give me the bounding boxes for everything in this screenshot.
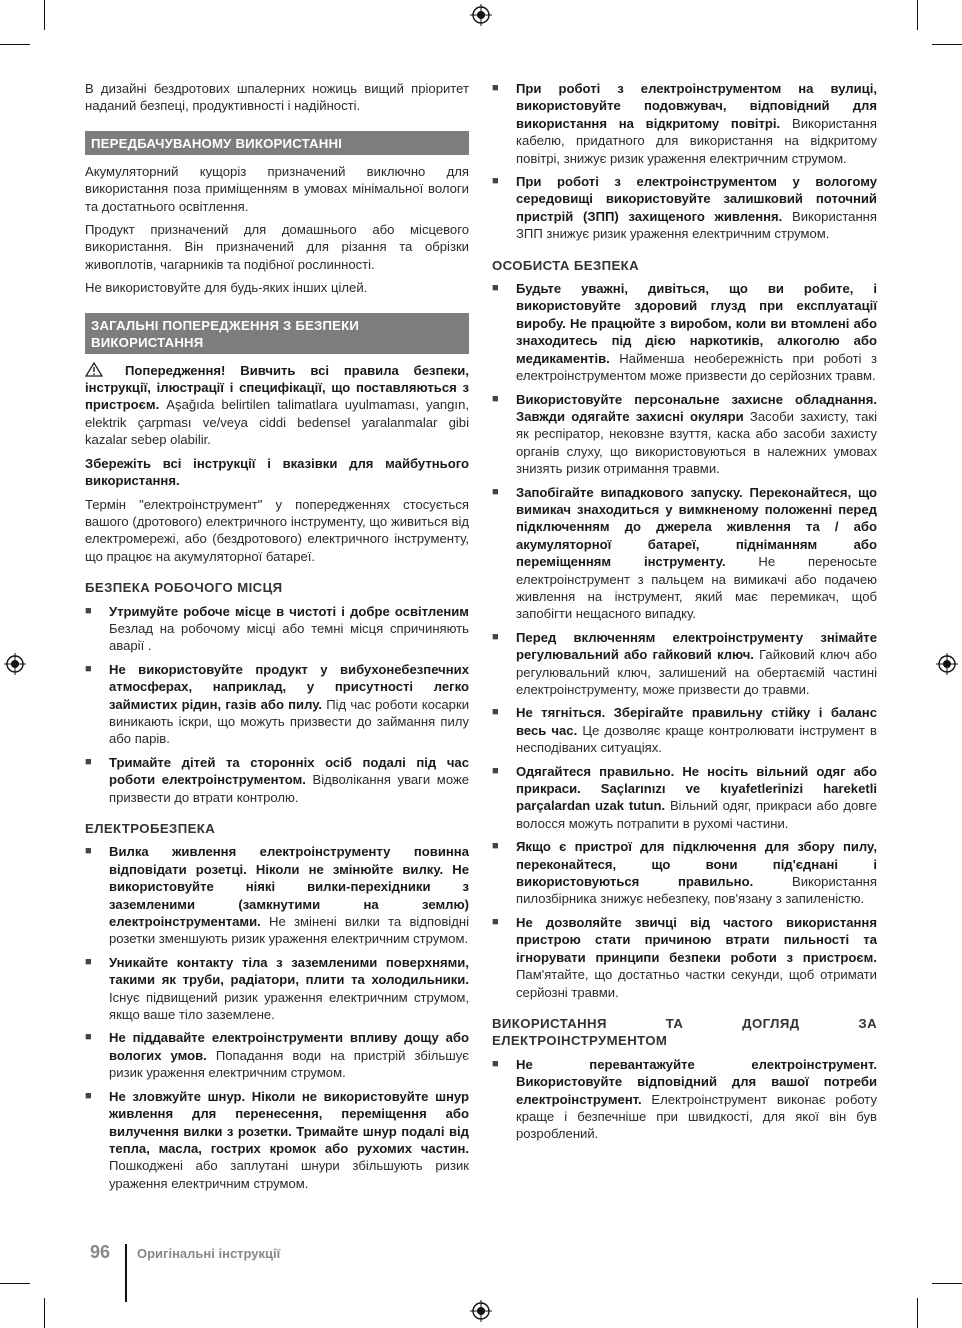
crop-mark (917, 0, 918, 30)
list-item-bold: Якщо є пристрої для підключення для збору пилу, переконайтеся, що вони під'єднані і використовуються правильно. (516, 839, 877, 890)
paragraph: Акумуляторний кущоріз призначений виключно для використання поза приміщенням в умовах мінімальної вологи та достатнього освітлення. (85, 163, 469, 214)
list-item (492, 704, 877, 756)
warning-text: Aşağıda belirtilen talimatlara uyulmaması, yangın, elektrik çarpması ve/veya ciddi bedensel yaralanmalar gibi kazalar sebep olabilir. (85, 397, 469, 448)
keep-instructions-paragraph (85, 455, 469, 490)
list-item-bold: Не використовуйте продукт у вибухонебезпечних атмосферах, наприклад, у присутності легко займистих рідин, газів або пилу. (109, 661, 469, 712)
list-item-text: Відволікання уваги може призвести до втрати контролю. (109, 772, 469, 805)
list-item-text: Не переносьте електроінструмент з пальцем на вимикачі або подачею живлення на інструмент, який має перемикач, щоб запобігти нещасного випадку. (516, 554, 877, 622)
outdoor-list (492, 80, 877, 243)
footer-divider (125, 1244, 127, 1302)
section-heading-general-warnings: ЗАГАЛЬНІ ПОПЕРЕДЖЕННЯ З БЕЗПЕКИ ВИКОРИСТАННЯ (85, 313, 469, 354)
registration-mark-icon (936, 653, 958, 675)
list-item-bold: Не зловжуйте шнур. Ніколи не використовуйте шнур живлення для перенесення, переміщення або вилучення вилки з розетки. Тримайте шнур подалі від тепла, масла, гострих кромок або рухомих частин. (109, 1088, 469, 1156)
list-item (85, 603, 469, 655)
list-item (492, 80, 877, 167)
electrical-list (85, 843, 469, 1192)
list-item-text: Засоби захисту, такі як респіратор, нековзне взуття, каска або засоби захисту органів слуху, що використовуються в належних умовах знизять ризик отримання травми. (516, 408, 877, 477)
warning-bold-text: Попередження! Вивчить всі правила безпеки, інструкції, ілюстрації і специфікації, що поставляються з пристроєм. (85, 362, 469, 413)
list-item-text: Існує підвищений ризик ураження електричним струмом, якщо ваше тіло заземлене. (109, 989, 469, 1023)
crop-mark (44, 0, 45, 30)
subheading-electrical-safety: ЕЛЕКТРОБЕЗПЕКА (85, 821, 216, 836)
list-item-bold: Уникайте контакту тіла з заземленими поверхнями, такими як труби, радіатори, плити та холодильники. (109, 954, 469, 988)
page-number: 96 (90, 1242, 111, 1262)
registration-mark-icon (470, 1300, 492, 1322)
crop-mark (0, 1283, 30, 1284)
personal-list (492, 280, 877, 1001)
list-item-bold: При роботі з електроінструментом у вологому середовищі використовуйте залишковий поточний пристрій (ЗПП) захищеного живлення. (516, 174, 877, 224)
list-item-text: Попадання води на пристрій збільшує ризик ураження електричним струмом. (109, 1047, 469, 1081)
list-item-text: Гайковий ключ або регулювальний ключ, залишений на обертаємій частині електроінструменту, може призвести до травми. (516, 647, 877, 697)
list-item-bold: Використовуйте персональне захисне обладнання. Завжди одягайте захисні окуляри (516, 391, 877, 424)
list-item-text: Пошкоджені або заплутані шнури збільшують ризик ураження електричним струмом. (109, 1158, 469, 1191)
crop-mark (932, 44, 962, 45)
subheading-personal-safety: ОСОБИСТА БЕЗПЕКА (492, 257, 640, 273)
registration-mark-icon (4, 653, 26, 675)
list-item (85, 661, 469, 748)
list-item (85, 954, 469, 1024)
list-item (492, 914, 877, 1001)
list-item-bold: Одягайтеся правильно. Не носіть вільний одяг або прикраси. Saçlarınızı ve kıyafetlerinizi hareketli parçalardan uzak tutun. (516, 763, 877, 814)
section-heading-intended-use: ПЕРЕДБАЧУВАНОМУ ВИКОРИСТАННІ (85, 131, 469, 155)
list-item-text: Використання кабелю, придатного для використання на відкритому повітрі, знижує ризик ураження електричним струмом. (516, 115, 878, 166)
list-item (492, 1056, 877, 1143)
list-item-text: Безлад на робочому місці або темні місця спричиняють аварії . (109, 620, 469, 654)
list-item (492, 484, 877, 623)
footer-label: Оригінальні інструкції (137, 1246, 281, 1261)
care-list (492, 1056, 877, 1143)
list-item-text: Використання пилозбірника знижує небезпеку, пов'язану з запиленістю. (516, 874, 877, 907)
list-item-text: Електроінструмент виконає роботу краще і безпечніше при швидкості, для якої він був розроблений. (516, 1091, 877, 1142)
list-item-bold: Вилка живлення електроінструменту повинна відповідати розетці. Ніколи не змінюйте вилку. Не використовуйте ніякі вилки-перехідники з заземленими (замкнутими на землю) електроінструментами. (109, 844, 469, 930)
list-item-bold: Утримуйте робоче місце в чистоті і добре освітленим (109, 603, 469, 619)
left-column (85, 80, 469, 1198)
list-item-text: Використання ЗПП знижує ризик ураження електричним струмом. (516, 208, 877, 242)
registration-mark-icon (470, 4, 492, 26)
list-item-text: Під час роботи косарки виникають іскри, що можуть призвести до займання пилу або парів. (109, 696, 470, 747)
list-item-bold: Будьте уважні, дивіться, що ви робите, і використовуйте здоровий глузд при експлуатації виробу. Не працюйте з виробом, коли ви втомлені або знаходитесь під дією наркотиків, алкоголю або медикаментів. (516, 281, 877, 366)
term-paragraph: Термін "електроінструмент" у попередженнях стосується вашого (дротового) електричного інструменту, що живиться від електромережі, або (бездротового) електричного інструменту, що працює на акумуляторної батареї. (85, 496, 469, 564)
list-item-text: Це дозволяє краще контролювати інструмент в несподіваних ситуаціях. (516, 722, 877, 756)
crop-mark (0, 44, 30, 45)
list-item (85, 754, 469, 806)
list-item-text: Пам'ятайте, що достатньо частки секунди, щоб отримати серйозні травми. (516, 967, 877, 1000)
paragraph: Не використовуйте для будь-яких інших цілей. (85, 280, 368, 296)
list-item-text: Не змінені вилки та відповідні розетки зменшують ризик ураження електричним струмом. (109, 914, 469, 947)
list-item (492, 629, 877, 699)
list-item-bold: Не тягніться. Зберігайте правильну стійку і баланс весь час. (516, 705, 877, 738)
list-item (492, 763, 877, 833)
list-item-text: Вільний одяг, прикраси або довге волосся можуть потрапити в рухомі частини. (516, 798, 877, 831)
workplace-list (85, 603, 469, 806)
list-item-bold: Перед включенням електроінструменту знімайте регулювальний або гайковий ключ. (516, 629, 877, 663)
warning-paragraph (85, 362, 469, 449)
list-item-bold: Тримайте дітей та сторонніх осіб подалі під час роботи електроінструментом. (109, 754, 469, 788)
crop-mark (44, 1298, 45, 1328)
list-item (85, 843, 469, 947)
subheading-use-and-care: ВИКОРИСТАННЯ ТА ДОГЛЯД ЗА ЕЛЕКТРОІНСТРУМЕНТОМ (492, 1015, 877, 1049)
crop-mark (917, 1298, 918, 1328)
keep-instructions-text: Збережіть всі інструкції і вказівки для майбутнього використання. (85, 455, 469, 489)
warning-triangle-icon (85, 362, 103, 377)
list-item-bold: При роботі з електроінструментом на вулиці, використовуйте подовжувач, відповідний для використання на відкритому повітрі. (516, 81, 877, 131)
list-item (85, 1088, 469, 1192)
list-item (492, 280, 877, 384)
right-column (492, 80, 877, 1149)
list-item (492, 838, 877, 908)
list-item (492, 173, 877, 243)
list-item-bold: Не дозволяйте звичці від частого використання пристрою стати причиною втрати пильності та ігнорувати принципи безпеки роботи з пристроєм. (516, 914, 877, 965)
list-item (85, 1029, 469, 1081)
list-item-bold: Не піддавайте електроінструменти впливу дощу або вологих умов. (109, 1030, 469, 1063)
subheading-workplace-safety: БЕЗПЕКА РОБОЧОГО МІСЦЯ (85, 580, 283, 596)
crop-mark (932, 1283, 962, 1284)
list-item-bold: Запобігайте випадкового запуску. Переконайтеся, що вимикач знаходиться у вимкненому положенні перед підключенням до джерела живлення та / або акумуляторної батареї, підніманням або переміщенням інструменту. (516, 484, 877, 570)
paragraph: Продукт призначений для домашнього або місцевого використання. Він призначений для різання та обрізки живоплотів, чагарників та подібної рослинності. (85, 222, 469, 272)
list-item-text: Найменша необережність при роботі з електроінструментом може призвести до серйозних травм. (516, 350, 877, 384)
list-item (492, 391, 877, 478)
intro-paragraph: В дизайні бездротових шпалерних ножиць вищий пріоритет наданий безпеці, продуктивності і надійності. (85, 81, 469, 114)
list-item-bold: Не перевантажуйте електроінструмент. Використовуйте відповідний для вашої потреби електроінструмент. (516, 1056, 877, 1107)
